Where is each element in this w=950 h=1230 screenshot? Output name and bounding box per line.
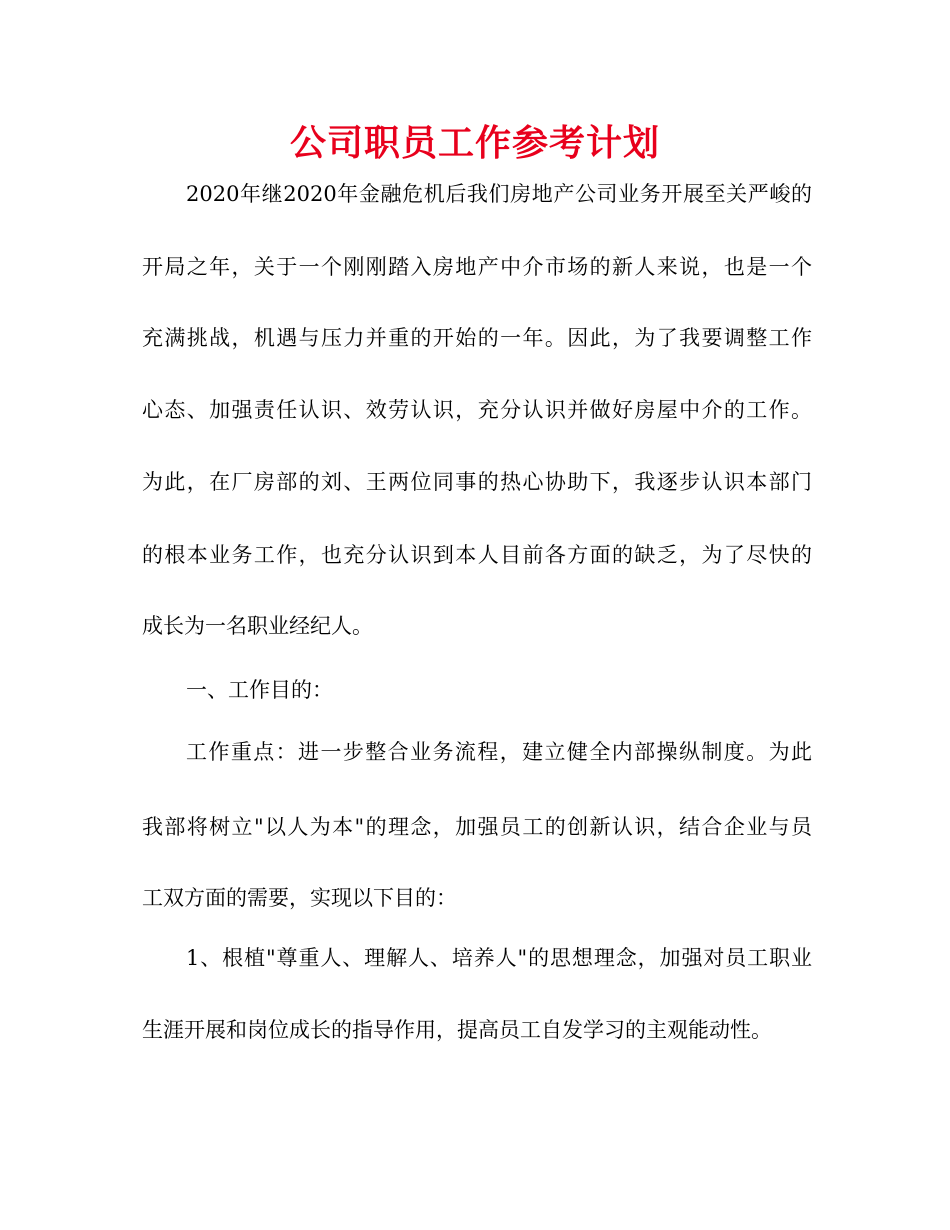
paragraph-line: 1、根植"尊重人、理解人、培养人"的思想理念，加强对员工职业 bbox=[186, 946, 812, 970]
paragraph-line: 工双方面的需要，实现以下目的： bbox=[142, 886, 457, 910]
paragraph-line: 的根本业务工作，也充分认识到本人目前各方面的缺乏，为了尽快的 bbox=[142, 543, 812, 567]
paragraph-line: 工作重点：进一步整合业务流程，建立健全内部操纵制度。为此 bbox=[186, 740, 812, 764]
paragraph-line: 心态、加强责任认识、效劳认识，充分认识并做好房屋中介的工作。 bbox=[142, 398, 812, 422]
paragraph-line: 成长为一名职业经纪人。 bbox=[142, 614, 373, 638]
paragraph-line: 开局之年，关于一个刚刚踏入房地产中介市场的新人来说，也是一个 bbox=[142, 255, 812, 279]
paragraph-line: 充满挑战，机遇与压力并重的开始的一年。因此，为了我要调整工作 bbox=[142, 326, 812, 350]
paragraph-line: 我部将树立"以人为本"的理念，加强员工的创新认识，结合企业与员 bbox=[142, 815, 812, 839]
paragraph-line: 2020年继2020年金融危机后我们房地产公司业务开展至关严峻的 bbox=[186, 182, 812, 206]
paragraph-line: 生涯开展和岗位成长的指导作用，提高员工自发学习的主观能动性。 bbox=[142, 1018, 772, 1042]
document-title: 公司职员工作参考计划 bbox=[289, 123, 660, 164]
section-heading: 一、工作目的： bbox=[186, 678, 333, 702]
paragraph-line: 为此，在厂房部的刘、王两位同事的热心协助下，我逐步认识本部门 bbox=[142, 470, 812, 494]
